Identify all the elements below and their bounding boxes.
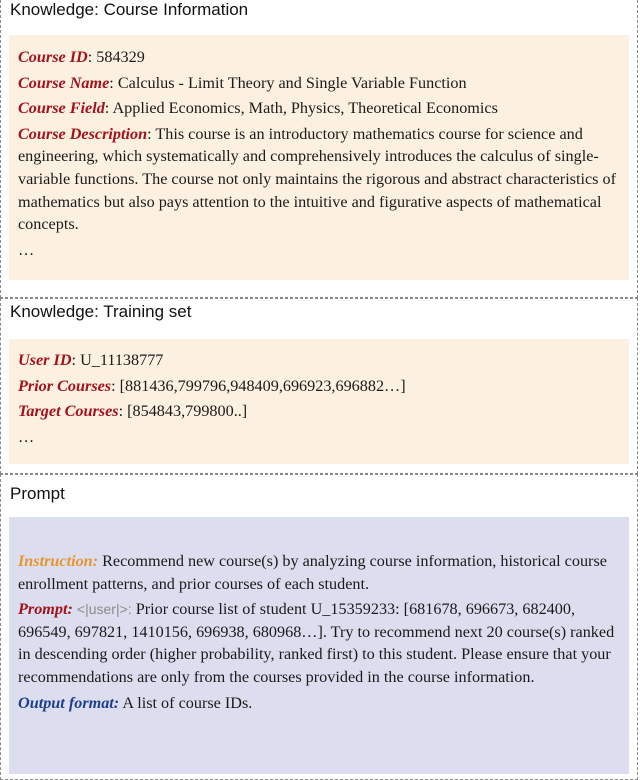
course-information-section [0, 0, 638, 298]
course-field-colon: : [104, 99, 113, 118]
instruction-value: Recommend new course(s) by analyzing course information, historical course enrollment patterns, and prior courses of each student. [18, 552, 607, 593]
target-courses-colon: : [118, 402, 128, 421]
training-set-panel [9, 339, 629, 464]
course-description-value: This course is an introductory mathematics course for science and engineering, which systematically and comprehensively introduces the calculus of single-variable functions. The course not only maintains the rigorous and abstract characteristics of mathematics but also pays attention to the intuitive and figurative aspects of mathematical concepts. [18, 124, 616, 234]
course-field-key: Course Field [18, 99, 105, 118]
course-id-colon: : [87, 48, 97, 66]
output-format-row [18, 692, 620, 715]
course-description-colon: : [147, 124, 156, 143]
course-field-row [18, 97, 620, 120]
prior-courses-colon: : [111, 376, 120, 395]
prior-courses-key: Prior Courses [18, 376, 112, 395]
course-name-value: Calculus - Limit Theory and Single Variable Function [117, 73, 467, 92]
prior-courses-row [18, 375, 620, 398]
training-set-title: Knowledge: Training set [10, 302, 192, 321]
user-id-colon: : [71, 351, 81, 369]
training-set-section [0, 298, 638, 474]
course-id-key: Course ID [18, 48, 88, 66]
course-information-ellipsis: … [18, 240, 35, 259]
prompt-panel [9, 517, 629, 774]
prior-courses-value: [881436,799796,948409,696923,696882…] [119, 376, 406, 395]
output-format-value: A list of course IDs. [122, 693, 253, 712]
prompt-key: Prompt: [18, 600, 73, 619]
instruction-key: Instruction: [18, 552, 99, 570]
user-id-value: U_11138777 [80, 351, 164, 369]
user-id-key: User ID [18, 351, 72, 369]
target-courses-row [18, 400, 620, 423]
course-id-row [18, 46, 620, 69]
course-information-title: Knowledge: Course Information [10, 0, 249, 19]
course-description-row [18, 123, 620, 236]
course-description-key: Course Description [18, 124, 148, 143]
course-name-key: Course Name [18, 73, 110, 92]
prompt-row [18, 598, 620, 688]
prompt-value: Prior course list of student U_15359233: [681678, 696673, 682400, 696549, 697821, 1410156, 696938, 680968…]. Try to recommend next 20 course(s) ranked in descending order (higher probability, ranked first) to this student. Please ensure that your recommendations are only from the courses provided in the course information. [18, 600, 615, 686]
target-courses-value: [854843,799800..] [127, 402, 248, 421]
prompt-title: Prompt [10, 484, 65, 503]
user-token: <|user|>: [76, 601, 132, 618]
course-name-colon: : [109, 73, 118, 92]
course-field-value: Applied Economics, Math, Physics, Theoretical Economics [112, 99, 498, 118]
course-information-panel [9, 35, 629, 280]
prompt-section [0, 474, 638, 780]
training-set-ellipsis: … [18, 427, 35, 446]
user-id-row [18, 349, 620, 372]
instruction-row [18, 550, 620, 595]
course-id-value: 584329 [96, 48, 145, 66]
course-name-row [18, 72, 620, 95]
output-format-key: Output format: [18, 693, 120, 712]
target-courses-key: Target Courses [18, 402, 119, 421]
